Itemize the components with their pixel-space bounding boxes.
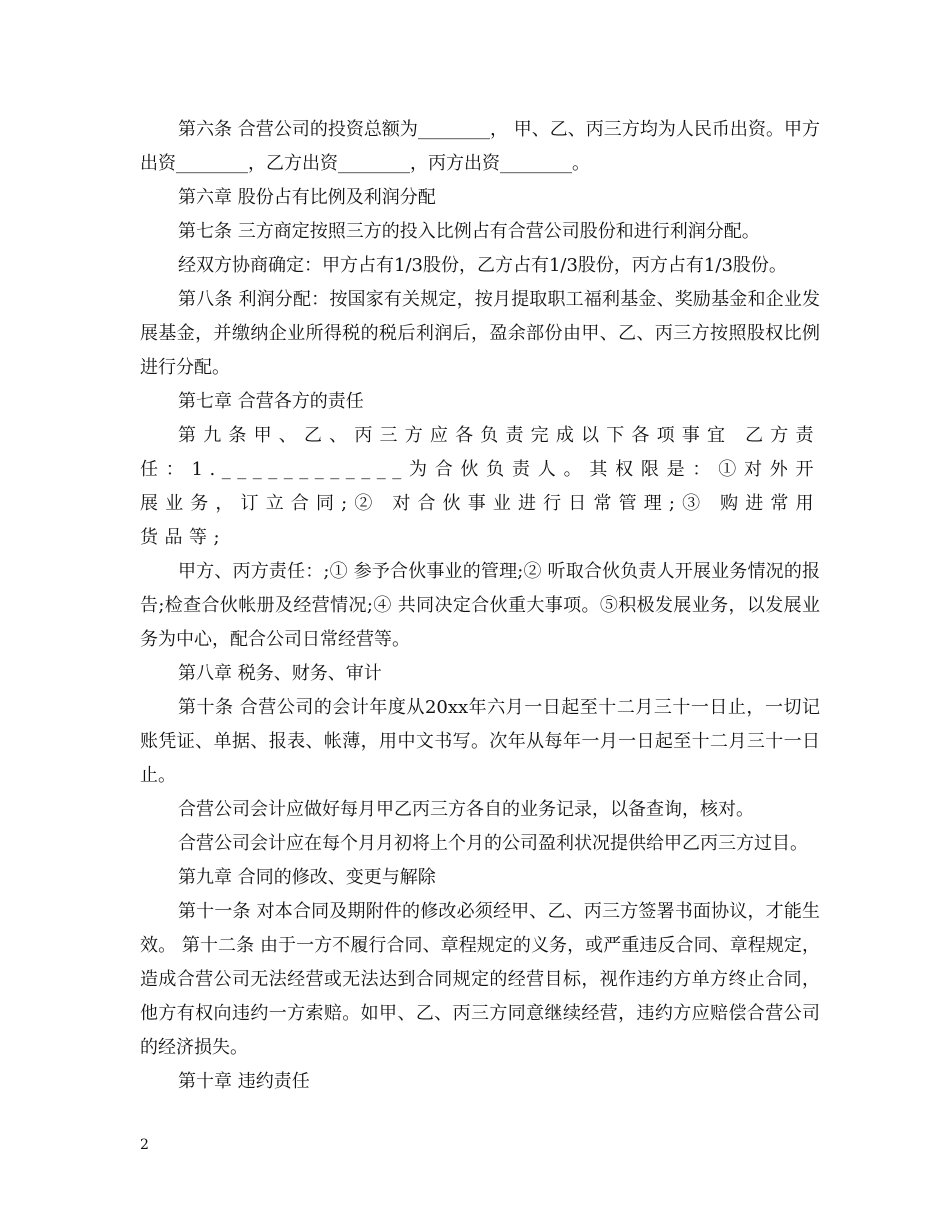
share-ratio-paragraph: 经双方协商确定：甲方占有1/3股份，乙方占有1/3股份，丙方占有1/3股份。: [178, 255, 787, 276]
page-number: 2: [140, 1137, 149, 1153]
chapter-7-heading: 第七章 合营各方的责任: [178, 391, 364, 412]
chapter-9-heading: 第九章 合同的修改、变更与解除: [178, 867, 436, 888]
article-8-profit-distribution: 第八条 利润分配：按国家有关规定，按月提取职工福利基金、奖励基金和企业发展基金，并缴纳企业所得税的税后利润后，盈余部份由甲、乙、丙三方按照股权比例进行分配。: [140, 289, 820, 378]
chapter-10-heading: 第十章 违约责任: [178, 1071, 310, 1092]
document-body: [140, 113, 820, 1099]
chapter-8-heading: 第八章 税务、财务、审计: [178, 663, 382, 684]
article-6-investment: 第六条 合营公司的投资总额为________， 甲、乙、丙三方均为人民币出资。甲方出资________，乙方出资________，丙方出资________。: [140, 119, 820, 174]
monthly-report-paragraph: 合营公司会计应在每个月月初将上个月的公司盈利状况提供给甲乙丙三方过目。: [178, 833, 808, 854]
article-11-12: 第十一条 对本合同及期附件的修改必须经甲、乙、丙三方签署书面协议，才能生效。 第十二条 由于一方不履行合同、章程规定的义务，或严重违反合同、章程规定，造成合营公司无法经营或无法达到合同规定的经营目标，视作违约方单方终止合同，他方有权向违约一方索赔。如甲、乙、丙三方同意继续经营，违约方应赔偿合营公司的经济损失。: [140, 901, 820, 1058]
article-9-responsibilities: 第九条甲、乙、丙三方应各负责完成以下各项事宜 乙方责任：1.____________为合伙负责人。其权限是：①对外开展业务，订立合同;② 对合伙事业进行日常管理;③ 购进常用货品等;: [140, 425, 820, 548]
article-7: 第七条 三方商定按照三方的投入比例占有合营公司股份和进行利润分配。: [178, 221, 760, 242]
accounting-records-paragraph: 合营公司会计应做好每月甲乙丙三方各自的业务记录，以备查询，核对。: [178, 799, 754, 820]
article-10-fiscal-year: 第十条 合营公司的会计年度从20xx年六月一日起至十二月三十一日止，一切记账凭证、单据、报表、帐薄，用中文书写。次年从每年一月一日起至十二月三十一日止。: [140, 697, 820, 786]
party-a-c-responsibilities: 甲方、丙方责任：;① 参予合伙事业的管理;② 听取合伙负责人开展业务情况的报告;检查合伙帐册及经营情况;④ 共同决定合伙重大事项。⑤积极发展业务，以发展业务为中心，配合公司日常经营等。: [140, 561, 820, 650]
chapter-6-heading: 第六章 股份占有比例及利润分配: [178, 187, 436, 208]
